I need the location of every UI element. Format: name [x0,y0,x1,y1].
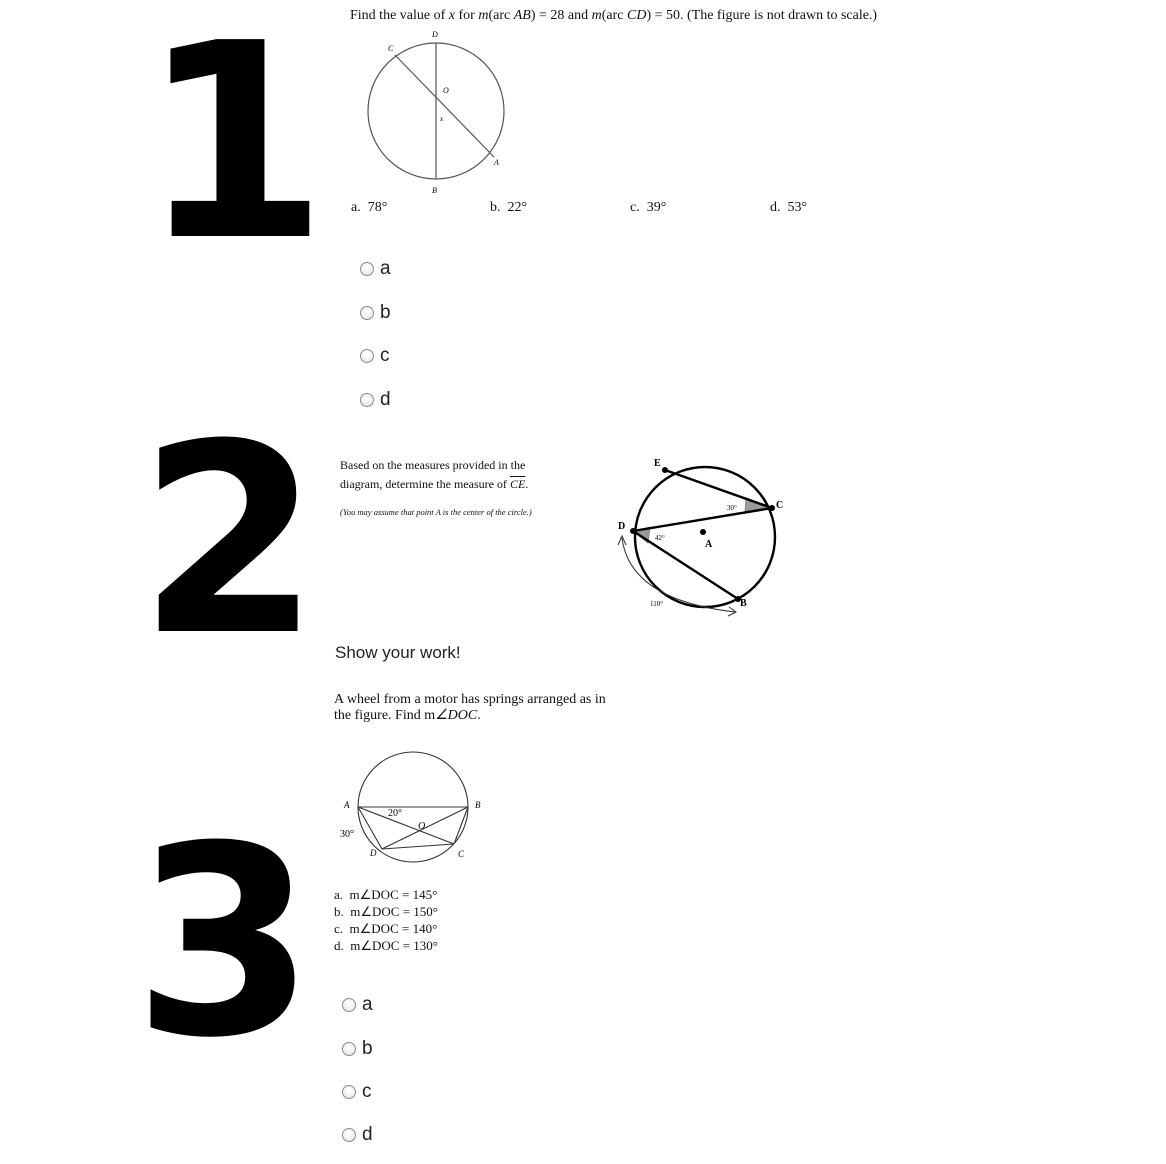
q1-chord-ca [395,55,494,157]
q2-label-b: B [740,598,747,609]
section-number-1: 1 [140,0,318,300]
q3-label-30: 30° [340,829,354,840]
section-number-2: 2 [138,388,321,693]
radio-circle[interactable] [360,306,374,320]
q1-prompt: Find the value of x for m(arc AB) = 28 and m(arc CD) = 50. (The figure is not drawn to scale.) [350,8,878,23]
q2-point-d [630,528,636,534]
q3-radio-a[interactable]: a [342,994,373,1016]
q2-note: (You may assume that point A is the center of the circle.) [340,507,532,517]
q3-chord-ac [358,807,454,844]
q3-label-b: B [475,800,481,810]
q3-radio-c[interactable]: c [342,1081,372,1103]
q3-choice-c: c. m∠DOC = 140° [334,921,438,936]
q3-wheel-figure [336,745,496,865]
q3-choice-d: d. m∠DOC = 130° [334,938,438,953]
q1-label-b: B [432,186,437,195]
q2-chord-db [633,531,738,599]
radio-circle[interactable] [342,998,356,1012]
q1-circle-figure [355,26,520,198]
q2-label-110: 110° [650,600,664,608]
radio-circle[interactable] [360,349,374,363]
radio-circle[interactable] [360,393,374,407]
q3-chord-dc [382,844,454,849]
q1-label-a: A [494,158,499,167]
show-work-label: Show your work! [335,643,461,662]
q1-radio-a[interactable]: a [360,258,391,280]
radio-circle[interactable] [342,1085,356,1099]
q2-center-a [700,529,706,535]
q3-prompt: A wheel from a motor has springs arranged as in the figure. Find m∠DOC. [334,692,606,723]
q1-choice-c: c. 39° [630,200,667,215]
q3-choice-b: b. m∠DOC = 150° [334,904,438,919]
q3-label-d: D [370,848,377,858]
q3-choice-a: a. m∠DOC = 145° [334,887,438,902]
q1-radio-d[interactable]: d [360,389,391,411]
q1-label-c: C [388,44,394,53]
q2-label-c: C [776,500,784,511]
q2-point-c [769,505,775,511]
q2-label-42: 42° [655,534,665,542]
q2-point-e [662,467,668,473]
q2-label-a: A [705,539,713,550]
q3-radio-b[interactable]: b [342,1038,373,1060]
q1-label-o: O [443,86,449,95]
q3-label-o: O [418,821,426,832]
q1-choice-b: b. 22° [490,200,528,215]
q1-radio-c[interactable]: c [360,345,390,367]
q1-radio-b[interactable]: b [360,302,391,324]
radio-circle[interactable] [342,1042,356,1056]
q1-label-d: D [432,30,438,39]
q3-label-20: 20° [388,808,402,819]
radio-circle[interactable] [342,1128,356,1142]
q3-label-c: C [458,849,465,859]
q1-choice-a: a. 78° [351,200,388,215]
q1-choice-d: d. 53° [770,200,808,215]
radio-circle[interactable] [360,262,374,276]
q2-label-d: D [618,521,626,532]
q1-label-x: x [440,115,444,123]
q2-prompt: Based on the measures provided in the diagram, determine the measure of $\overline{CE}$. [340,458,529,491]
section-number-3: 3 [133,790,316,1095]
q3-label-a: A [344,800,350,810]
q2-label-e: E [654,458,661,469]
arc-ce: $\overline{CE}$ [509,477,526,491]
q3-radio-d[interactable]: d [342,1124,373,1146]
q2-label-30: 30° [727,504,737,512]
q3-choices [334,886,438,954]
q2-circle-figure [600,450,800,625]
q2-chord-dc [633,508,772,531]
